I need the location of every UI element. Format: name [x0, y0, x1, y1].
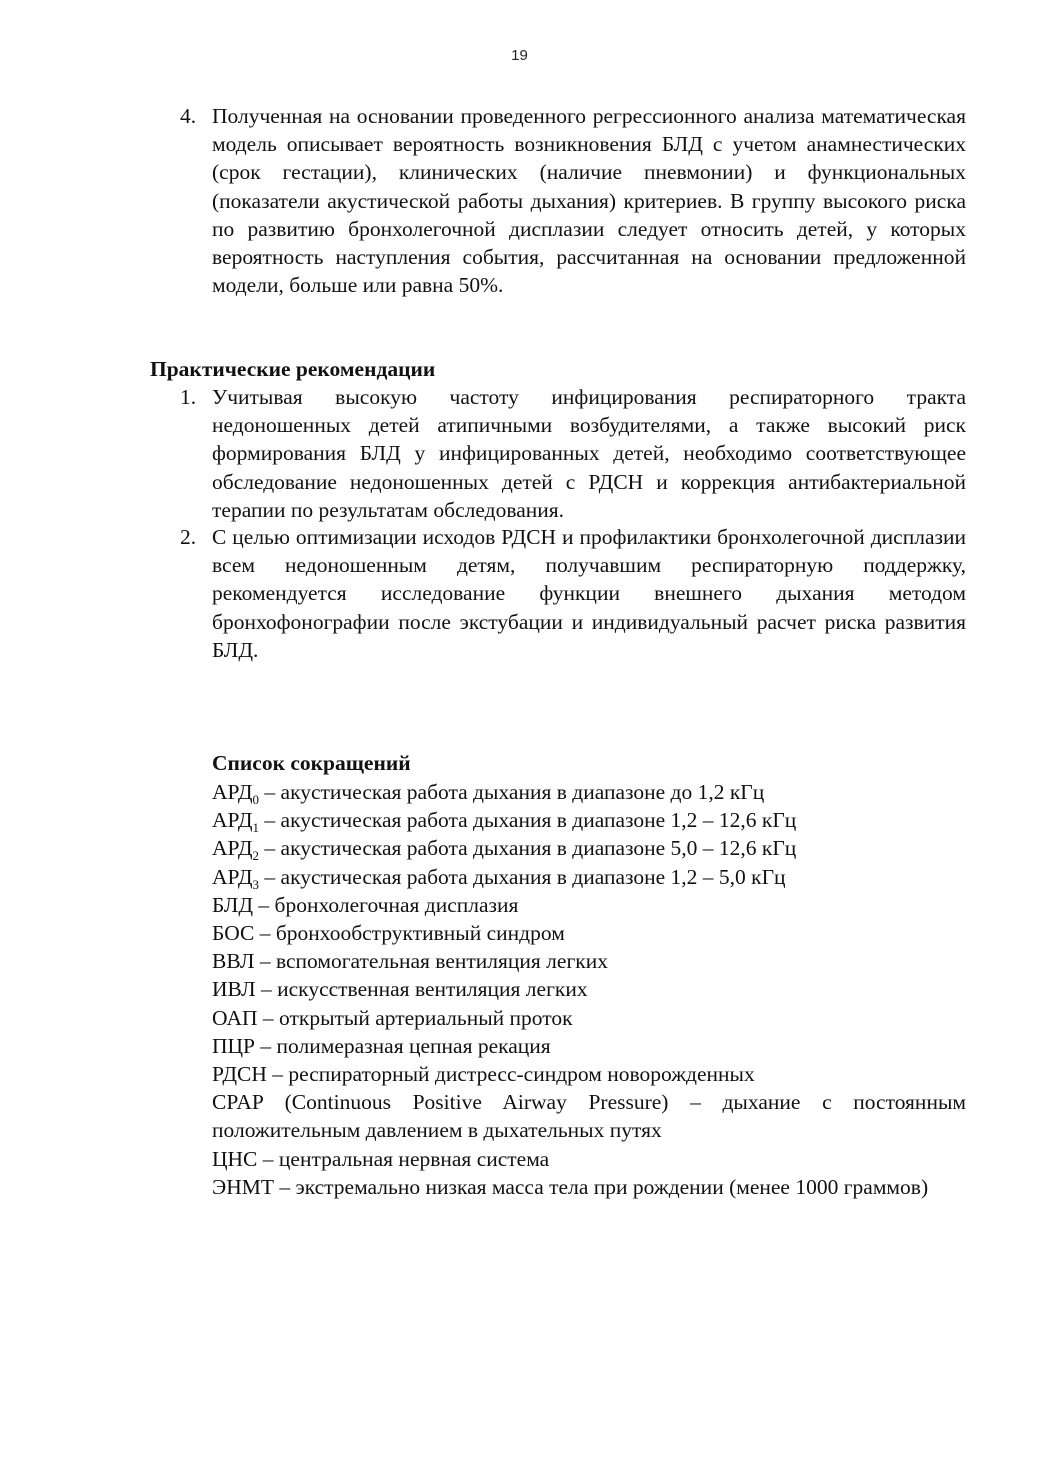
abbreviation-item: ЭНМТ – экстремально низкая масса тела при рождении (менее 1000 граммов) — [212, 1174, 929, 1199]
abbreviation-item: ПЦР – полимеразная цепная рекация — [212, 1033, 551, 1058]
list-number: 4. — [180, 104, 197, 128]
recommendations-heading: Практические рекомендации — [150, 357, 436, 381]
paragraph-text: Полученная на основании проведенного регрессионного анализа математическая модель описывает вероятность возникновения БЛД с учетом анамнестических (срок гестации), клинических (наличие пневмонии) и функциональных (показатели акустической работы дыхания) критериев. В группу высокого риска по развитию бронхолегочной дисплазии следует относить детей, у которых вероятность наступления события, рассчитанная на основании предложенной модели, больше или равна 50%. — [212, 104, 966, 298]
recommendation-item-1 — [180, 383, 966, 524]
abbreviation-item: ИВЛ – искусственная вентиляция легких — [212, 977, 588, 1002]
page-number: 19 — [511, 47, 528, 64]
conclusion-item-4 — [180, 102, 966, 299]
abbreviation-item: $АРД_0$ – акустическая работа дыхания в диапазоне до 1,2 кГц — [212, 780, 765, 807]
list-number: 1. — [180, 385, 197, 409]
abbreviation-item: БЛД – бронхолегочная дисплазия — [212, 892, 519, 917]
list-number: 2. — [180, 525, 197, 549]
abbreviation-item: БОС – бронхообструктивный синдром — [212, 921, 565, 946]
abbreviation-item: $АРД_3$ – акустическая работа дыхания в диапазоне 1,2 – 5,0 кГц — [212, 864, 786, 892]
abbreviation-item: $АРД_2$ – акустическая работа дыхания в диапазоне 5,0 – 12,6 кГц — [212, 836, 797, 864]
abbreviation-item: ВВЛ – вспомогательная вентиляция легких — [212, 949, 608, 974]
paragraph-text: Учитывая высокую частоту инфицирования респираторного тракта недоношенных детей атипичными возбудителями, а также высокий риск формирования БЛД у инфицированных детей, необходимо соответствующее обследование недоношенных детей с РДСН и коррекция антибактериальной терапии по результатам обследования. — [212, 385, 966, 522]
abbreviation-item: CPAP (Continuous Positive Airway Pressure) – дыхание с постоянным положительным давлением в дыхательных путях — [212, 1090, 966, 1143]
abbreviation-item: ЦНС – центральная нервная система — [212, 1146, 550, 1171]
abbreviation-item: $АРД_1$ – акустическая работа дыхания в диапазоне 1,2 – 12,6 кГц — [212, 808, 797, 836]
paragraph-text: С целью оптимизации исходов РДСН и профилактики бронхолегочной дисплазии всем недоношенным детям, получавшим респираторную поддержку, рекомендуется исследование функции внешнего дыхания методом бронхофонографии после экстубации и индивидуальный расчет риска развития БЛД. — [212, 525, 966, 662]
abbreviation-item: ОАП – открытый артериальный проток — [212, 1005, 573, 1030]
abbreviations-list — [212, 778, 966, 1201]
abbreviations-heading: Список сокращений — [212, 751, 411, 775]
recommendation-item-2 — [180, 523, 966, 664]
abbreviation-item: РДСН – респираторный дистресс-синдром новорожденных — [212, 1062, 755, 1087]
